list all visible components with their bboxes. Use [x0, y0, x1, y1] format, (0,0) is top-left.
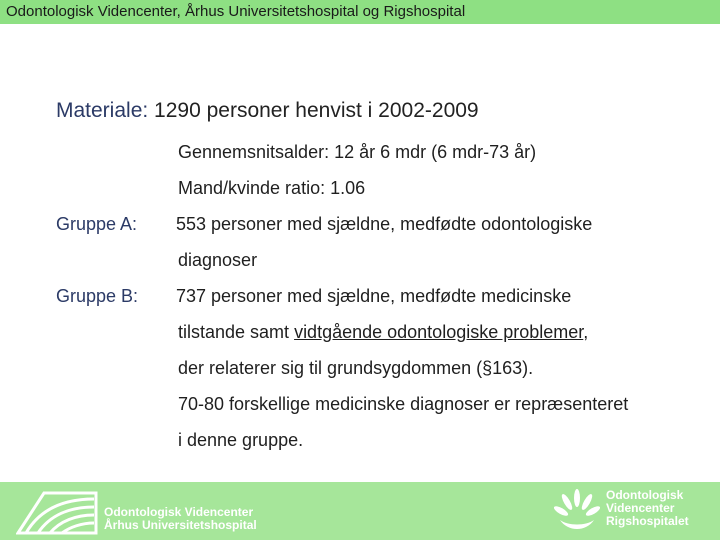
- right-logo-line3: Rigshospitalet: [606, 514, 689, 528]
- group-b-underlined-text: vidtgående odontologiske problemer: [294, 322, 584, 342]
- group-b-line3: der relaterer sig til grundsygdommen (§163).: [178, 358, 534, 378]
- header-bar: [0, 0, 720, 24]
- footer-bar: [0, 482, 720, 540]
- left-logo-line2: Århus Universitetshospital: [104, 518, 257, 532]
- ratio-line: Mand/kvinde ratio: 1.06: [178, 178, 366, 198]
- materiale-text: 1290 personer henvist i 2002-2009: [148, 99, 479, 122]
- group-a-label: Gruppe A:: [56, 214, 138, 234]
- group-b-line5: i denne gruppe.: [178, 430, 304, 450]
- group-b-label: Gruppe B:: [56, 286, 139, 306]
- group-b-line4: 70-80 forskellige medicinske diagnoser er repræsenteret: [178, 394, 629, 414]
- materiale-label: Materiale:: [56, 99, 149, 122]
- materiale-heading: [56, 99, 479, 123]
- header-title: Odontologisk Videncenter, Århus Universitetshospital og Rigshospital: [6, 3, 466, 20]
- group-b-line2-post: ,: [583, 322, 589, 342]
- aarhus-logo-icon: [16, 489, 98, 535]
- rigshospitalet-logo-icon: [554, 488, 600, 534]
- right-logo-line1: Odontologisk: [606, 488, 684, 502]
- right-logo-text: [606, 489, 689, 528]
- age-line: Gennemsnitsalder: 12 år 6 mdr (6 mdr-73 år): [178, 142, 537, 162]
- group-a-line1: 553 personer med sjældne, medfødte odontologiske: [176, 214, 593, 234]
- group-b-line2-pre: tilstande samt: [178, 322, 295, 342]
- left-logo-line1: Odontologisk Videncenter: [104, 505, 254, 519]
- group-a-line2: diagnoser: [178, 250, 258, 270]
- right-logo-line2: Videncenter: [606, 501, 675, 515]
- group-b-line2: [178, 322, 588, 343]
- group-b-line1: 737 personer med sjældne, medfødte medicinske: [176, 286, 572, 306]
- left-logo-text: [104, 506, 257, 532]
